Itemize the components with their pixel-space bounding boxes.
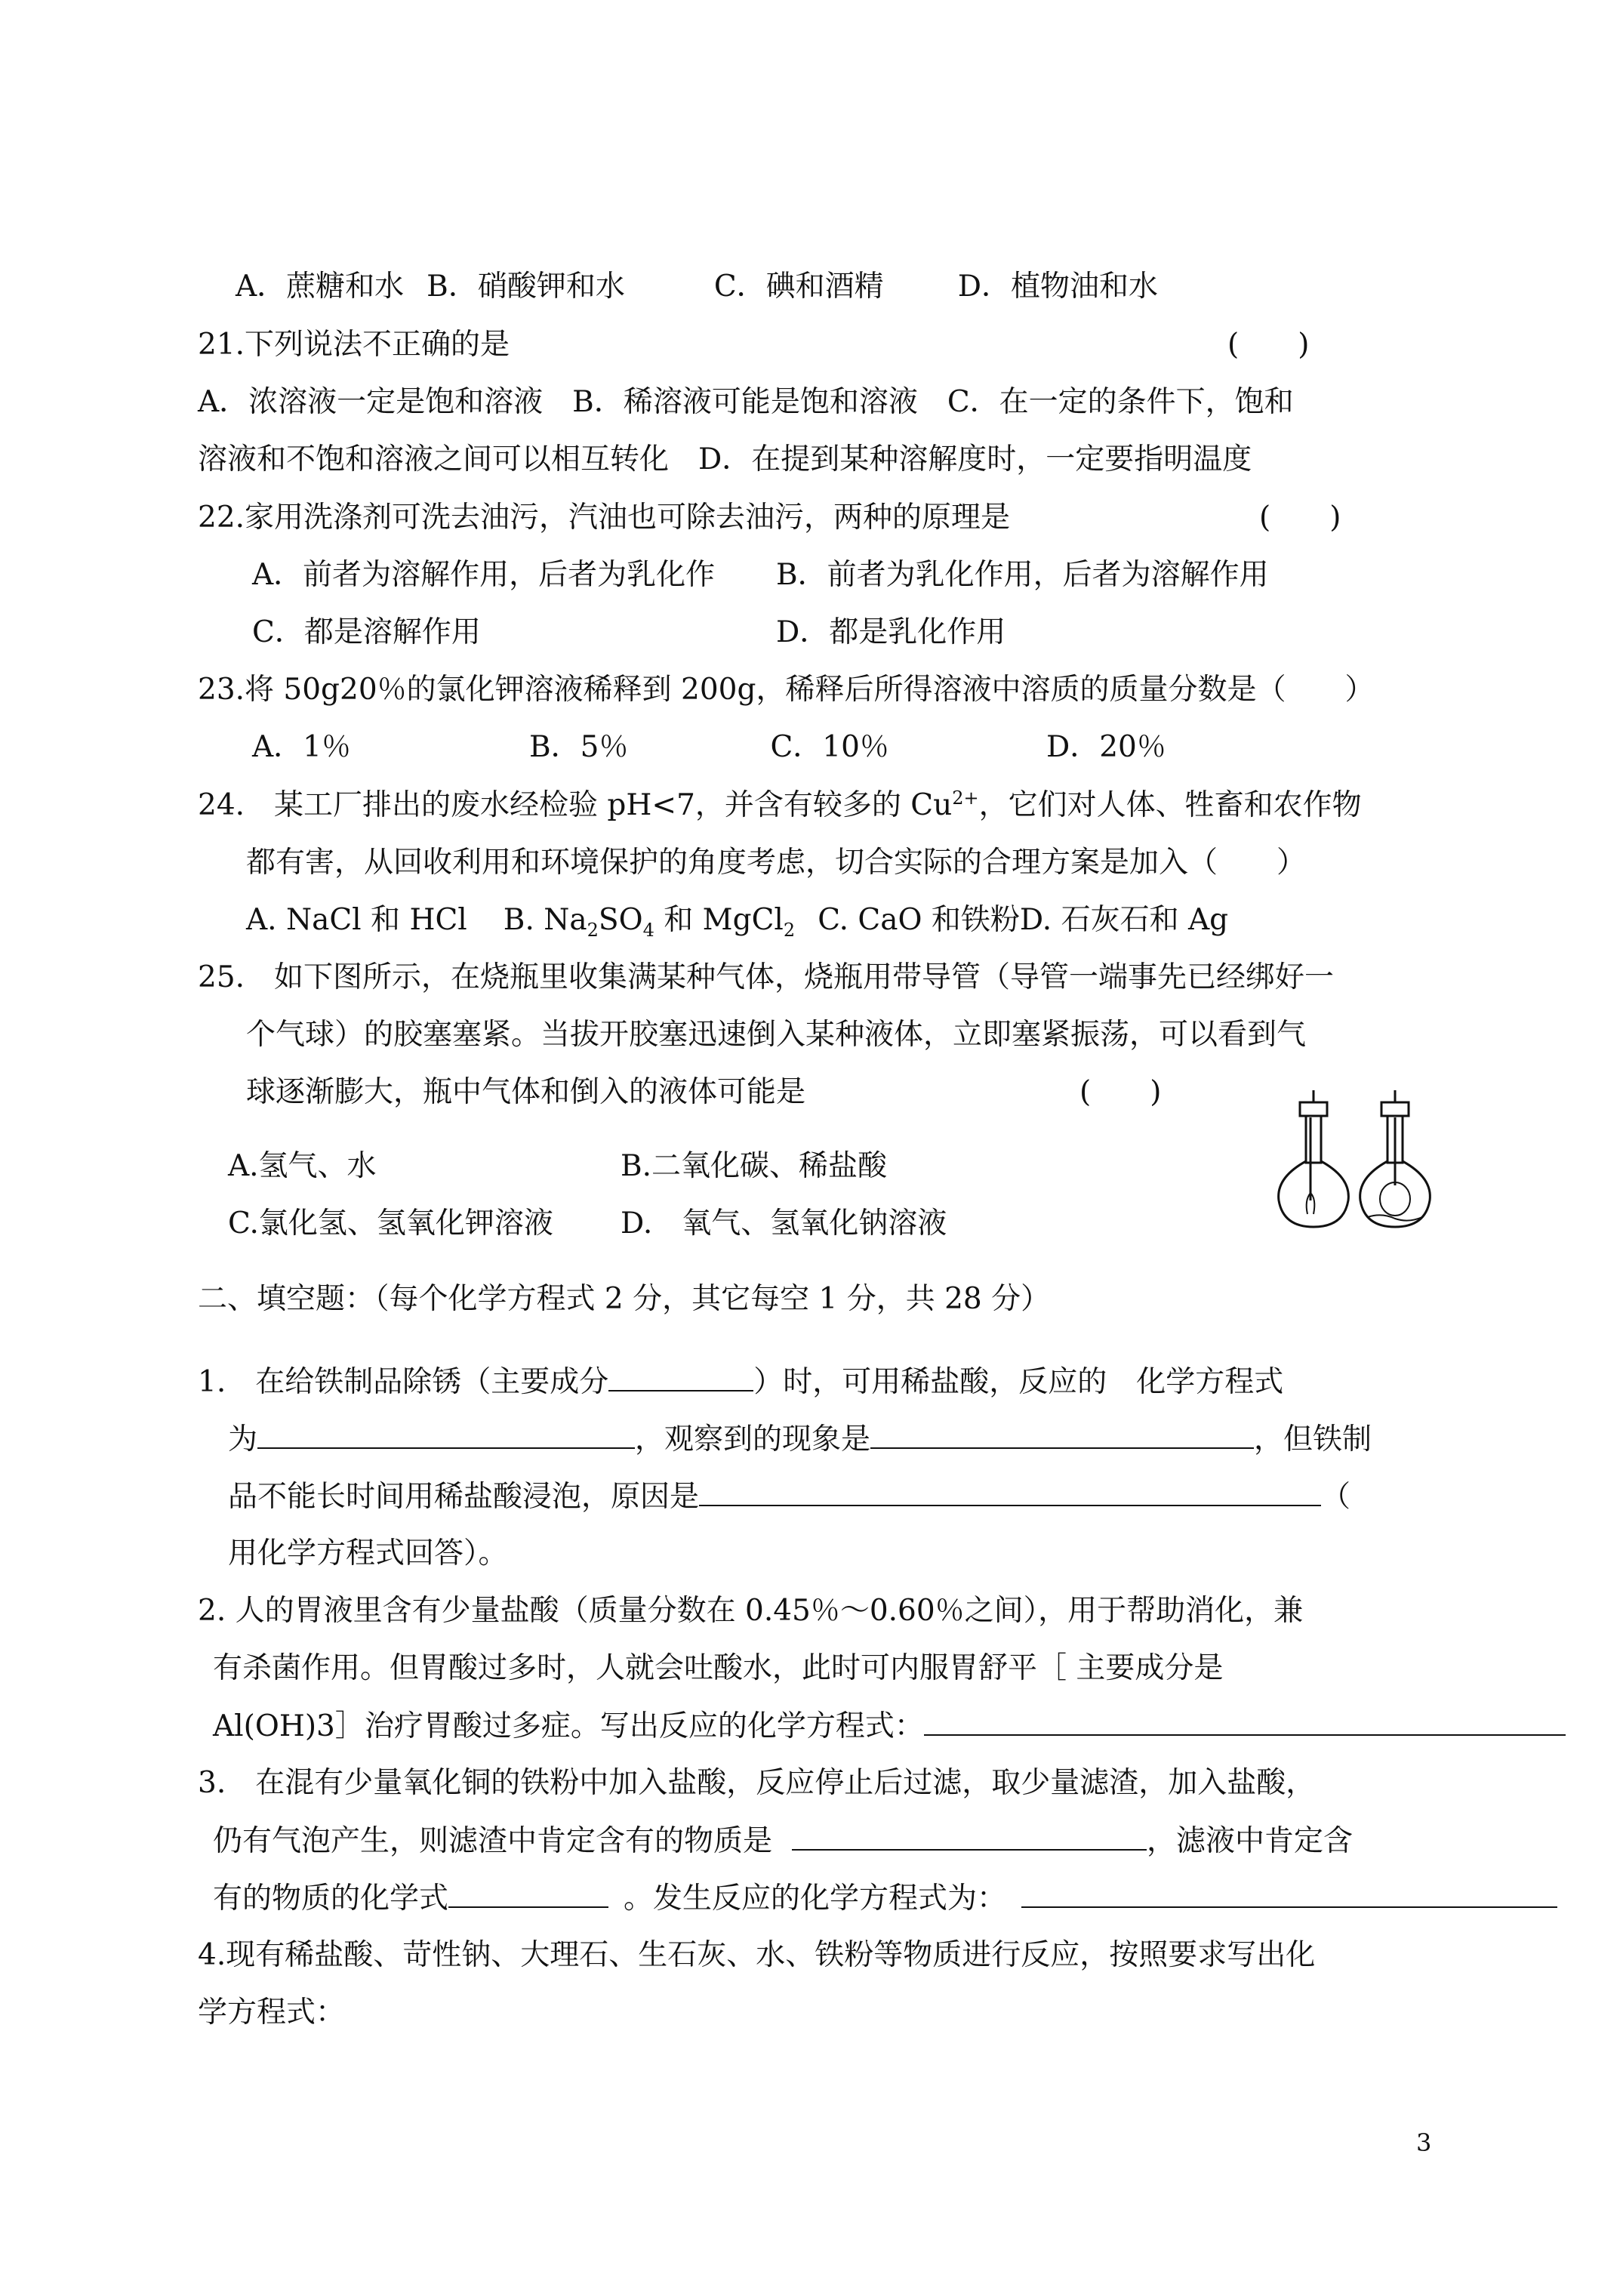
- q20-option-d: D．植物油和水: [957, 270, 1158, 304]
- fill2-line3: Al(OH)3］治疗胃酸过多症。写出反应的化学方程式：: [213, 1707, 1566, 1746]
- fill2-line1: 2. 人的胃液里含有少量盐酸（质量分数在 0.45％～0.60％之间），用于帮助消化，兼: [198, 1594, 1304, 1628]
- q21-line1: A．浓溶液一定是饱和溶液 B．稀溶液可能是饱和溶液 C．在一定的条件下，饱和: [198, 385, 1294, 419]
- fill1-line1: 1. 在给铁制品除锈（主要成分 ）时，可用稀盐酸，反应的 化学方程式: [198, 1363, 1283, 1401]
- q22-option-c: C．都是溶解作用: [252, 615, 481, 649]
- q24-option-a: A. NaCl 和 HCl: [246, 903, 467, 937]
- q24-option-c: C. CaO 和铁粉: [818, 903, 1020, 937]
- fill1-blank-equation[interactable]: [257, 1420, 635, 1449]
- q25-option-c: C.氯化氢、氢氧化钾溶液: [228, 1207, 553, 1240]
- fill3-blank-equation[interactable]: [1021, 1879, 1557, 1908]
- q25-option-b: B.二氧化碳、稀盐酸: [621, 1149, 888, 1183]
- fill1-blank-reason[interactable]: [699, 1478, 1321, 1506]
- q24-charge-superscript: 2+: [952, 787, 979, 809]
- fill3-line3: 有的物质的化学式 。发生反应的化学方程式为：: [213, 1879, 1557, 1918]
- q22-option-d: D．都是乳化作用: [776, 615, 1006, 649]
- q23-stem: 23.将 50g20％的氯化钾溶液稀释到 200g，稀释后所得溶液中溶质的质量分数是（ ）: [198, 673, 1375, 707]
- q23-option-a: A．1％: [252, 730, 351, 764]
- fill4-line1: 4.现有稀盐酸、苛性钠、大理石、生石灰、水、铁粉等物质进行反应，按照要求写出化: [198, 1938, 1316, 1972]
- flask-left: [1279, 1090, 1349, 1227]
- fill2-blank-equation[interactable]: [924, 1707, 1566, 1736]
- q25-line3: 球逐渐膨大，瓶中气体和倒入的液体可能是: [246, 1075, 806, 1109]
- fill3-blank-filtrate[interactable]: [448, 1879, 608, 1908]
- q21-answer-paren: ( ): [1227, 328, 1310, 362]
- q23-option-c: C．10％: [770, 730, 889, 764]
- q21-line2: 溶液和不饱和溶液之间可以相互转化 D．在提到某种溶解度时，一定要指明温度: [198, 442, 1252, 476]
- section-title-fill-in: 二、填空题：（每个化学方程式 2 分，其它每空 1 分，共 28 分）: [198, 1282, 1051, 1316]
- page-number: 3: [1416, 2128, 1432, 2157]
- q22-option-b: B．前者为乳化作用，后者为溶解作用: [776, 558, 1269, 592]
- fill1-line4: 用化学方程式回答）。: [228, 1536, 508, 1570]
- q25-line2: 个气球）的胶塞塞紧。当拔开胶塞迅速倒入某种液体，立即塞紧振荡，可以看到气: [246, 1018, 1307, 1052]
- q24-options: [246, 901, 1228, 939]
- fill1-line2: 为 ，观察到的现象是 ，但铁制: [228, 1420, 1372, 1459]
- q22-stem: 22.家用洗涤剂可洗去油污，汽油也可除去油污，两种的原理是: [198, 501, 1011, 535]
- q24-option-d: D. 石灰石和 Ag: [1019, 903, 1229, 937]
- q23-option-b: B．5％: [528, 730, 629, 764]
- q25-line1: 25. 如下图所示，在烧瓶里收集满某种气体，烧瓶用带导管（导管一端事先已经绑好一: [198, 960, 1335, 994]
- q20-option-a: A．蔗糖和水: [236, 270, 405, 304]
- q24-option-b: B. $Na_2SO_4$ 和 MgCl$_2$: [503, 903, 796, 941]
- q24-line1: 24. 某工厂排出的废水经检验 pH<7，并含有较多的 $Cu^{2+}$，它们对人体、牲畜和农作物: [198, 787, 1362, 822]
- fill2-line2: 有杀菌作用。但胃酸过多时，人就会吐酸水，此时可内服胃舒平［ 主要成分是: [213, 1651, 1224, 1685]
- q24-line2: 都有害，从回收利用和环境保护的角度考虑，切合实际的合理方案是加入（ ）: [246, 846, 1307, 880]
- q20-options: [236, 268, 1158, 306]
- fill3-blank-residue[interactable]: [792, 1822, 1147, 1851]
- q25-option-d: D. 氧气、氢氧化钠溶液: [621, 1207, 947, 1240]
- fill1-line3: 品不能长时间用稀盐酸浸泡，原因是 （: [228, 1478, 1350, 1516]
- q20-option-c: C．碘和酒精: [713, 270, 884, 304]
- q25-option-a: A.氢气、水: [228, 1149, 377, 1183]
- fill4-line2: 学方程式：: [198, 1996, 346, 2029]
- fill1-blank-phenomenon[interactable]: [870, 1420, 1254, 1449]
- q21-stem: 21.下列说法不正确的是: [198, 328, 510, 362]
- flask-right: [1360, 1090, 1431, 1227]
- q23-options: [252, 729, 1166, 766]
- fill3-line2: 仍有气泡产生，则滤渣中肯定含有的物质是 ，滤液中肯定含: [213, 1822, 1353, 1860]
- q25-answer-paren: ( ): [1079, 1075, 1162, 1109]
- q20-option-b: B．硝酸钾和水: [427, 270, 625, 304]
- fill1-blank-rust[interactable]: [608, 1363, 753, 1391]
- q23-option-d: D．20％: [1046, 730, 1166, 764]
- q22-option-a: A．前者为溶解作用，后者为乳化作: [252, 558, 716, 592]
- fill3-line1: 3. 在混有少量氧化铜的铁粉中加入盐酸，反应停止后过滤，取少量滤渣，加入盐酸，: [198, 1766, 1316, 1800]
- q22-answer-paren: ( ): [1259, 501, 1341, 535]
- flask-diagram: [1268, 1080, 1442, 1231]
